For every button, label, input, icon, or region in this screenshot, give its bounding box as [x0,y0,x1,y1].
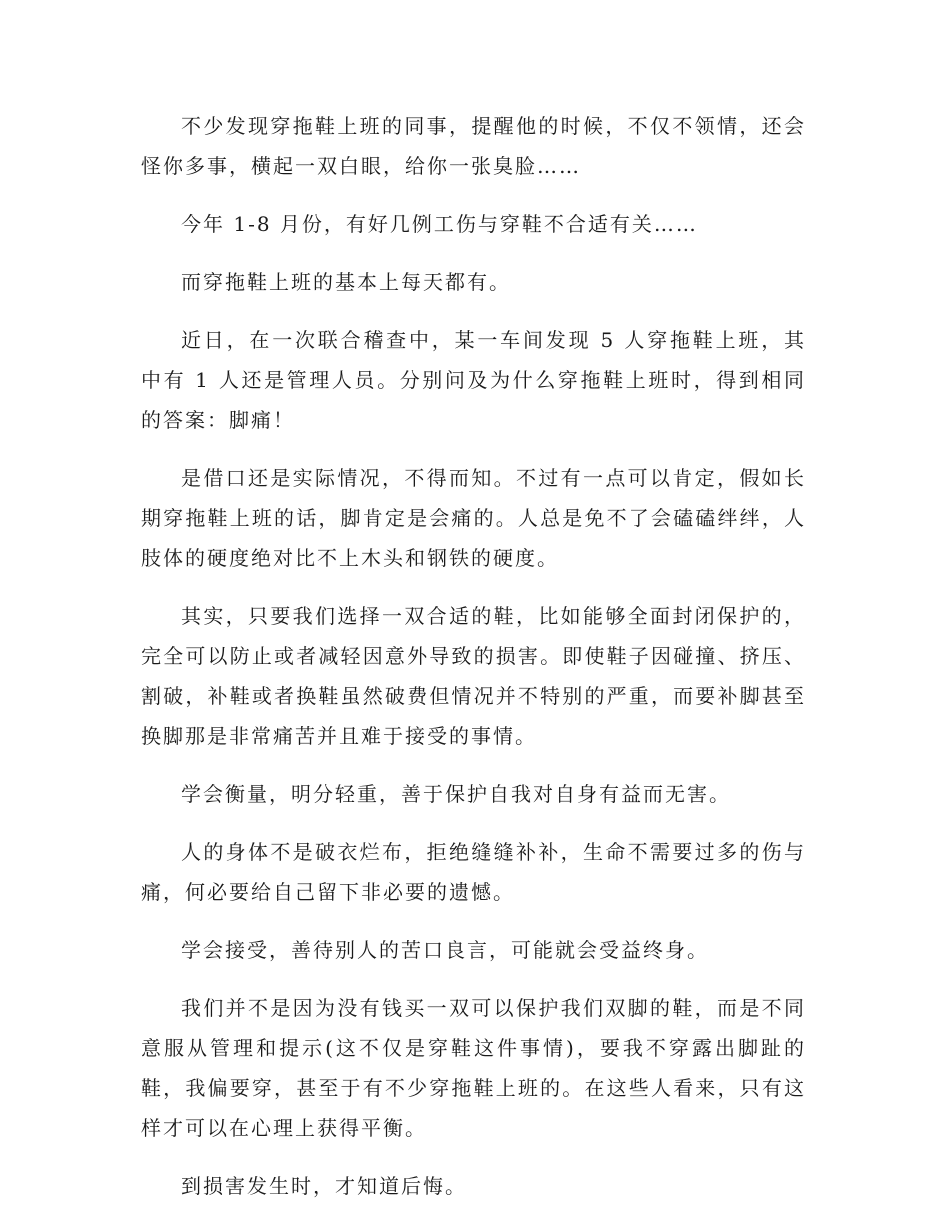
paragraph-2: 今年 1-8 月份，有好几例工伤与穿鞋不合适有关…… [181,212,698,236]
paragraph-7: 学会衡量，明分轻重，善于保护自我对自身有益而无害。 [181,782,731,806]
paragraph-9: 学会接受，善待别人的苦口良言，可能就会受益终身。 [181,938,709,962]
paragraph-5: 是借口还是实际情况，不得而知。不过有一点可以肯定，假如长期穿拖鞋上班的话，脚肯定是会痛的。人总是免不了会磕磕绊绊，人肢体的硬度绝对比不上木头和钢铁的硬度。 [141,466,806,570]
paragraph-4: 近日，在一次联合稽查中，某一车间发现 5 人穿拖鞋上班，其中有 1 人还是管理人员。分别问及为什么穿拖鞋上班时，得到相同的答案：脚痛！ [141,328,806,432]
article-body [141,106,806,1224]
paragraph-11: 到损害发生时，才知道后悔。 [181,1174,467,1198]
paragraph-10: 我们并不是因为没有钱买一双可以保护我们双脚的鞋，而是不同意服从管理和提示(这不仅是穿鞋这件事情)，要我不穿露出脚趾的鞋，我偏要穿，甚至于有不少穿拖鞋上班的。在这些人看来，只有这样才可以在心理上获得平衡。 [141,996,806,1140]
paragraph-6: 其实，只要我们选择一双合适的鞋，比如能够全面封闭保护的，完全可以防止或者减轻因意外导致的损害。即使鞋子因碰撞、挤压、割破，补鞋或者换鞋虽然破费但情况并不特别的严重，而要补脚甚至换脚那是非常痛苦并且难于接受的事情。 [141,604,806,748]
paragraph-3: 而穿拖鞋上班的基本上每天都有。 [181,270,511,294]
paragraph-1: 不少发现穿拖鞋上班的同事，提醒他的时候，不仅不领情，还会怪你多事，横起一双白眼，给你一张臭脸…… [141,114,806,178]
paragraph-8: 人的身体不是破衣烂布，拒绝缝缝补补，生命不需要过多的伤与痛，何必要给自己留下非必要的遗憾。 [141,840,806,904]
